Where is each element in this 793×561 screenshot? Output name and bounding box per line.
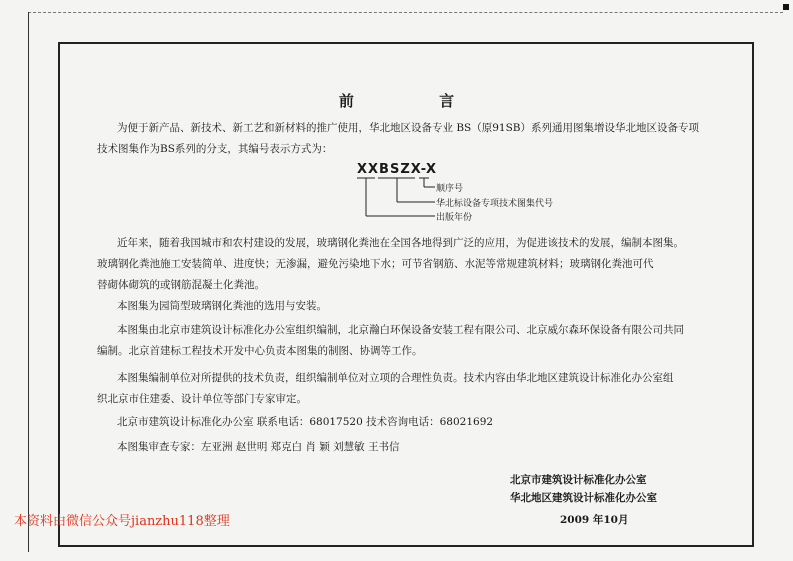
- organization-paragraph: [97, 320, 737, 362]
- reviewers-line: 本图集审查专家：左亚洲 赵世明 郑克白 肖 颖 刘慧敏 王书信: [117, 441, 400, 453]
- reviewers-paragraph: [97, 437, 737, 458]
- scope-line: 本图集为园筒型玻璃钢化粪池的选用与安装。: [117, 300, 327, 312]
- responsibility-paragraph: [97, 368, 737, 410]
- background-line-3: 替砌体砌筑的或钢筋混凝土化粪池。: [97, 279, 265, 291]
- intro-line-2: 技术图集作为BS系列的分支，其编号表示方式为：: [97, 143, 333, 155]
- signature-org-1: 北京市建筑设计标准化办公室: [510, 474, 647, 486]
- intro-line-1: 为便于新产品、新技术、新工艺和新材料的推广使用，华北地区设备专业 BS（原91SB）系列通用图集增设华北地区设备专项: [117, 122, 700, 134]
- corner-mark: [783, 4, 789, 10]
- signature-org-2: 华北地区建筑设计标准化办公室: [510, 492, 657, 504]
- background-line-1: 近年来，随着我国城市和农村建设的发展，玻璃钢化粪池在全国各地得到广泛的应用，为促进该技术的发展，编制本图集。: [117, 237, 684, 249]
- code-label-series-code: 华北标设备专项技术图集代号: [436, 199, 554, 209]
- background-line-2: 玻璃钢化粪池施工安装简单、进度快；无渗漏，避免污染地下水；可节省钢筋、水泥等常规建筑材料；玻璃钢化粪池可代: [97, 258, 654, 270]
- responsibility-line-2: 织北京市住建委、设计单位等部门专家审定。: [97, 393, 307, 405]
- contact-line: 北京市建筑设计标准化办公室 联系电话：68017520 技术咨询电话：68021692: [117, 416, 494, 428]
- signature-date: 2009 年10月: [560, 514, 629, 526]
- watermark-text: 本资料由微信公众号jianzhu118整理: [14, 514, 230, 529]
- background-paragraph: [97, 233, 737, 296]
- binding-dash-line: [28, 12, 783, 13]
- code-format: XXBSZX-X: [357, 162, 438, 177]
- page-title: 前 言: [338, 92, 495, 110]
- code-label-sequence: 顺序号: [436, 184, 464, 194]
- responsibility-line-1: 本图集编制单位对所提供的技术负责，组织编制单位对立项的合理性负责。技术内容由华北地区建筑设计标准化办公室组: [117, 372, 674, 384]
- numbering-scheme-diagram: [357, 162, 617, 224]
- code-leader-lines: [357, 162, 447, 224]
- scope-paragraph: [97, 296, 737, 317]
- organization-line-1: 本图集由北京市建筑设计标准化办公室组织编制，北京瀚白环保设备安装工程有限公司、北京威尔森环保设备有限公司共同: [117, 324, 684, 336]
- code-label-year: 出版年份: [436, 213, 473, 223]
- intro-paragraph: [97, 118, 737, 160]
- contact-paragraph: [97, 412, 737, 433]
- organization-line-2: 编制。北京首建标工程技术开发中心负责本图集的制图、协调等工作。: [97, 345, 423, 357]
